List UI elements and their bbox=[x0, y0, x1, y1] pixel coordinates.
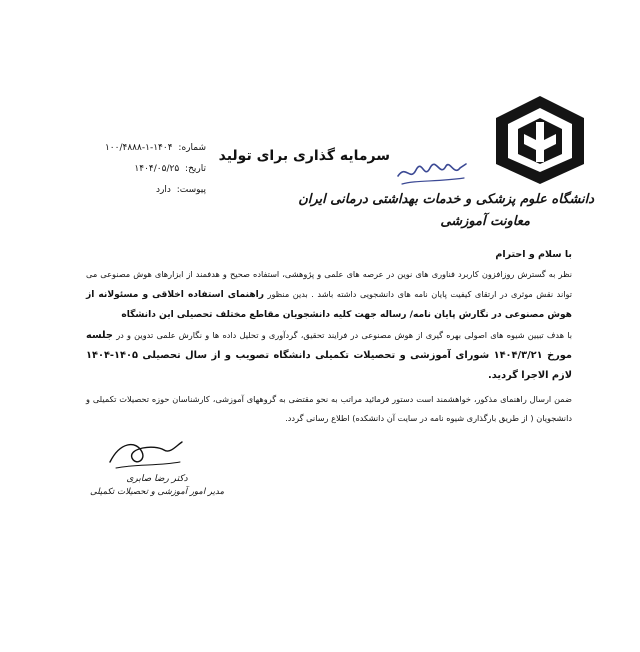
paragraph-2-bold: جلسه مورخ ۱۴۰۴/۳/۲۱ شورای آموزشی و تحصیلات تکمیلی دانشگاه تصویب و از سال تحصیلی ۱۴۰۵-۱۴۰۴ لازم الاجرا گردید. bbox=[86, 329, 572, 381]
signer-title: مدیر امور آموزشی و تحصیلات تکمیلی bbox=[89, 487, 224, 497]
signer-name: دکتر رضا صابری bbox=[126, 474, 188, 484]
letter-attachment-value: دارد bbox=[155, 185, 171, 195]
paragraph-3: ضمن ارسال راهنمای مذکور، خواهشمند است دستور فرمائید مراتب به نحو مقتضی به گروههای آموزشی، کارشناسان حوزه تحصیلات تکمیلی و دانشجویان ( از طریق بارگذاری شیوه نامه در سایت آن دانشکده) اطلاع رسانی گردد. bbox=[86, 393, 572, 423]
paragraph-2-normal: با هدف تبیین شیوه های اصولی بهره گیری از هوش مصنوعی در فرایند تحقیق، گردآوری و تحلیل داده ها و نگارش علمی تدوین و در bbox=[116, 329, 572, 340]
letter-attachment-label: پیوست: bbox=[176, 185, 206, 195]
letter-date-value: ۱۴۰۴/۰۵/۲۵ bbox=[134, 164, 180, 174]
handwritten-annotation-icon bbox=[396, 156, 468, 188]
department-name: معاونت آموزشی bbox=[440, 214, 530, 229]
paragraph-2 bbox=[86, 326, 572, 386]
organization-name: دانشگاه علوم پزشکی و خدمات بهداشتی درمانی ایران bbox=[298, 192, 594, 207]
paragraph-1-bold: راهنمای استفاده اخلاقی و مسئولانه از هوش مصنوعی در نگارش پایان نامه/ رساله جهت کلیه دانشجویان مقاطع مختلف تحصیلی این دانشگاه bbox=[86, 289, 572, 320]
letter-body bbox=[86, 245, 572, 429]
letter-attachment bbox=[56, 180, 206, 201]
paragraph-1 bbox=[86, 265, 572, 326]
letter-date-label: تاریخ: bbox=[185, 164, 206, 174]
paragraph-1-normal: نظر به گسترش روزافزون کاربرد فناوری های نوین در عرصه های علمی و پژوهشی، استفاده صحیح و هدفمند از ابزارهای هوش مصنوعی می تواند نقش موثری در ارتقای کیفیت پایان نامه های دانشجویی داشته باشد . بدین منظور bbox=[86, 269, 573, 299]
letter-number bbox=[56, 138, 206, 159]
university-logo-icon bbox=[494, 94, 586, 186]
letter-slogan: سرمایه گذاری برای تولید bbox=[218, 148, 390, 164]
letter-date bbox=[56, 159, 206, 180]
letter-meta bbox=[56, 138, 206, 201]
letter-number-label: شماره: bbox=[178, 143, 206, 153]
greeting: با سلام و احترام bbox=[495, 249, 572, 260]
letter-number-value: ۱۴۰۴-۱-۱۰۰/۴۸۸۸ bbox=[104, 143, 173, 153]
signature-scribble-icon bbox=[106, 436, 186, 476]
